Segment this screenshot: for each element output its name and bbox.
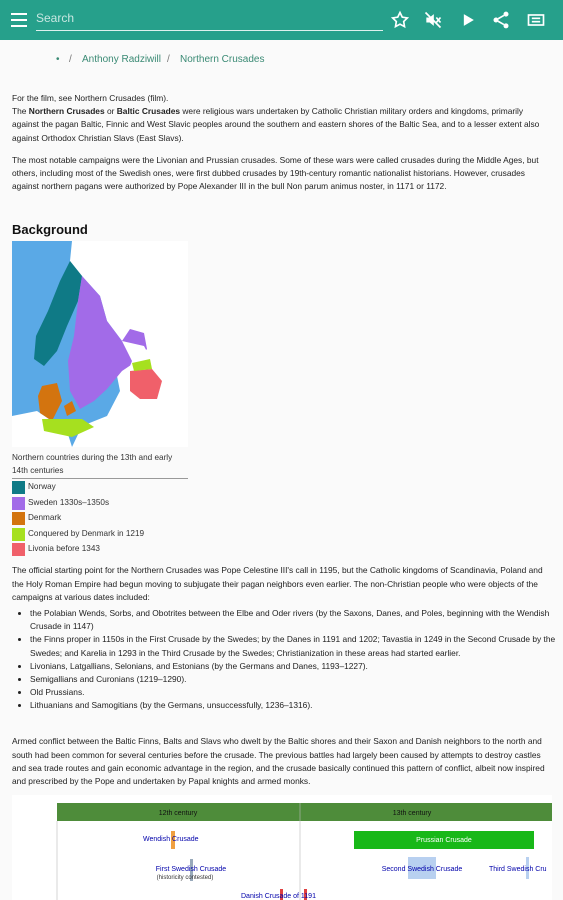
- star-icon[interactable]: [390, 10, 410, 30]
- legend-swatch: [12, 481, 25, 494]
- breadcrumb-separator: /: [69, 54, 72, 65]
- list-item: • the Polabian Wends, Sorbs, and Obotrites between the Elbe and Oder rivers (by the Saxons, Danes, and Poles, beginning with the Wendish Crusade in 1147): [30, 607, 560, 633]
- legend-label: Livonia before 1343: [28, 544, 100, 554]
- event-label[interactable]: First Swedish Crusade: [155, 866, 227, 873]
- legend-divider: [12, 478, 188, 479]
- breadcrumb-item-anthony-radziwill[interactable]: Anthony Radziwill: [82, 54, 161, 65]
- app-bar: [0, 0, 563, 40]
- section-heading-background: Background: [12, 222, 88, 237]
- list-item: • Old Prussians.: [30, 686, 560, 699]
- list-item: • the Finns proper in 1150s in the First Crusade by the Swedes; by the Danes in 1191 and 1202; Tavastia in 1249 in the Second Crusade by the Swedes; and Karelia in 1293 in the Third Crusade by the Swedes; Christianization in these areas had started earlier.: [30, 633, 560, 659]
- crusades-timeline[interactable]: [12, 795, 552, 900]
- bold-term: Northern Crusades: [28, 106, 105, 117]
- century-label: 13th century: [392, 810, 432, 817]
- play-icon[interactable]: [458, 10, 478, 30]
- event-label[interactable]: Third Swedish Cru: [489, 866, 547, 873]
- legend-label: Norway: [28, 482, 56, 491]
- menu-icon[interactable]: [10, 11, 30, 29]
- text: or: [104, 106, 117, 117]
- legend-swatch: [12, 512, 25, 525]
- century-label: 12th century: [158, 810, 198, 817]
- background-paragraph-1: The official starting point for the Northern Crusades was Pope Celestine III's call in 1195, but the Catholic kingdoms of Scandinavia, Poland and the Holy Roman Empire had begun moving to subjugate their pagan neighbors even earlier. The non-Christian people who were objects of the campaigns at various dates included:: [12, 565, 543, 602]
- mute-icon[interactable]: [423, 10, 443, 30]
- event-label[interactable]: Second Swedish Crusade: [381, 866, 463, 873]
- breadcrumb: [0, 50, 563, 70]
- share-icon[interactable]: [491, 10, 511, 30]
- legend-label: Sweden 1330s–1350s: [28, 497, 110, 507]
- breadcrumb-item-northern-crusades[interactable]: Northern Crusades: [180, 54, 265, 65]
- northern-countries-map[interactable]: [12, 241, 188, 447]
- list-item: • Semigallians and Curonians (1219–1290).: [30, 673, 560, 686]
- text: were religious wars undertaken by Catholic Christian military orders and kingdoms, primarily against the pagan Baltic, Finnic and West Slavic peoples around the southern and eastern shores of the Baltic Sea, and to a lesser extent also against Orthodox Christian Slavs (East Slavs).: [12, 106, 540, 143]
- text: The: [12, 106, 29, 117]
- intro-paragraph-2: The most notable campaigns were the Livonian and Prussian crusades. Some of these wars were called crusades during the Middle Ages, but others, including most of the Swedish ones, were first dubbed crusades by 19th-century romantic nationalist historians. However, crusades against northern pagans were authorized by Pope Alexander III in the bull Non parum animus noster, in 1171 or 1172.: [12, 154, 539, 192]
- event-label[interactable]: Danish Crusade of 1191: [241, 893, 316, 900]
- search-input[interactable]: [36, 6, 383, 31]
- event-label[interactable]: Wendish Crusade: [143, 836, 199, 843]
- bold-term: Baltic Crusades: [116, 106, 181, 117]
- legend-swatch: [12, 497, 25, 510]
- intro-paragraph: [12, 105, 550, 145]
- legend-label: Conquered by Denmark in 1219: [28, 528, 145, 538]
- breadcrumb-root[interactable]: •: [56, 54, 60, 65]
- event-label[interactable]: Prussian Crusade: [416, 837, 472, 844]
- legend-label: Denmark: [28, 513, 62, 523]
- breadcrumb-separator: /: [167, 54, 170, 65]
- peoples-list: [12, 607, 560, 713]
- map-legend: [12, 480, 188, 558]
- legend-item-conquered-by-denmark: [12, 527, 188, 543]
- legend-item-sweden: [12, 496, 188, 512]
- article-intro: [12, 92, 550, 193]
- hatnote[interactable]: For the film, see Northern Crusades (film).: [12, 93, 169, 103]
- list-item: • Lithuanians and Samogitians (by the Germans, unsuccessfully, 1236–1316).: [30, 699, 560, 712]
- background-paragraph-2: Armed conflict between the Baltic Finns, Balts and Slavs who dwelt by the Baltic shores and their Saxon and Danish neighbors to the north and south had been common for several centuries before the crusade. The previous battles had largely been caused by attempts to destroy castles and sea trade routes and gain economic advantage in the region, and the crusade basically continued this pattern of conflict, albeit now inspired and prescribed by the Pope and undertaken by Papal knights and armed monks.: [12, 736, 545, 786]
- event-note: (historicity contested): [156, 875, 214, 881]
- legend-swatch: [12, 528, 25, 541]
- legend-item-norway: [12, 480, 188, 496]
- legend-item-livonia: [12, 542, 188, 558]
- legend-swatch: [12, 543, 25, 556]
- legend-item-denmark: [12, 511, 188, 527]
- list-item: • Livonians, Latgallians, Selonians, and Estonians (by the Germans and Danes, 1193–1227).: [30, 660, 560, 673]
- map-caption: Northern countries during the 13th and early 14th centuries: [12, 453, 173, 475]
- table-of-contents-icon[interactable]: [526, 10, 546, 30]
